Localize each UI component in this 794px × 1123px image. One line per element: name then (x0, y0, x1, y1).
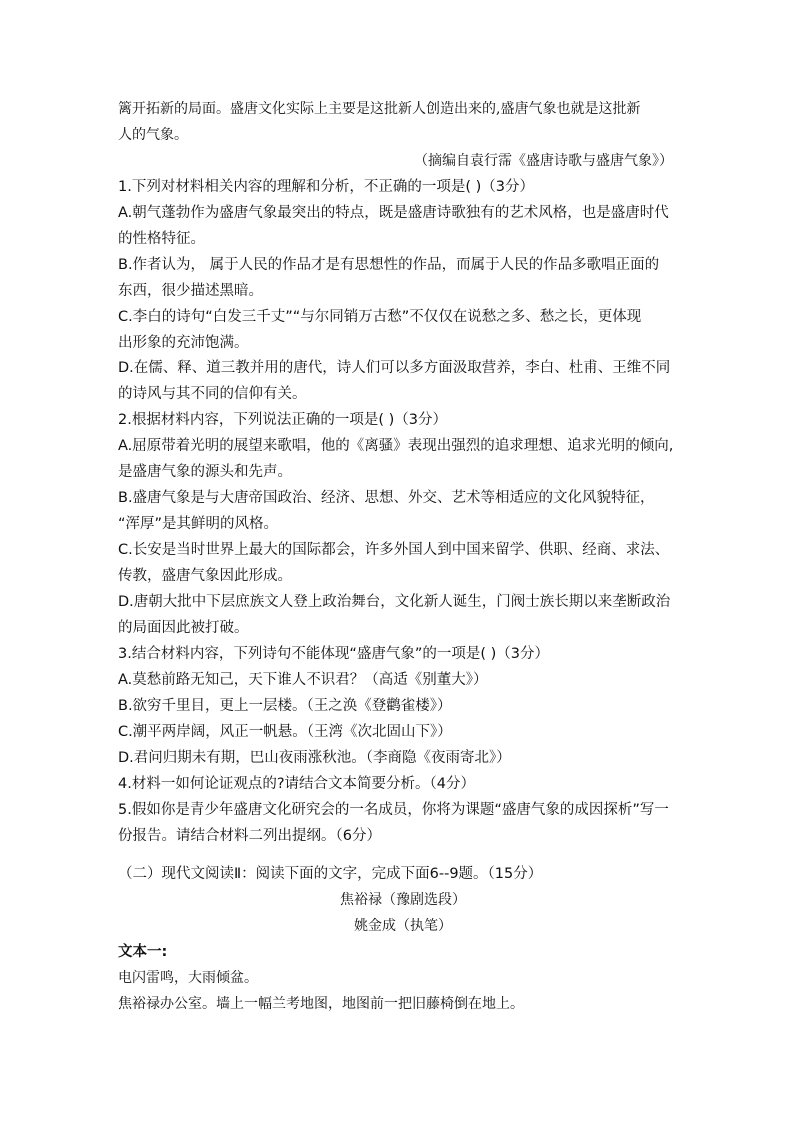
q2-option-a-cont: 是盛唐气象的源头和先声。 (118, 464, 292, 480)
question-4: 4.材料一如何论证观点的?请结合文本简要分析。（4分） (118, 776, 476, 792)
q3-option-d: D.君问归期未有期，巴山夜雨涨秋池。（李商隐《夜雨寄北》） (118, 750, 511, 766)
excerpt-author: 姚金成（执笔） (354, 918, 452, 934)
q3-option-c: C.潮平两岸阔，风正一帆悬。（王湾《次北固山下》） (118, 724, 452, 740)
question-5-cont: 份报告。请结合材料二列出提纲。（6分） (118, 828, 381, 844)
q2-option-d-cont: 的局面因此被打破。 (118, 620, 249, 636)
q2-option-d: D.唐朝大批中下层庶族文人登上政治舞台，文化新人诞生，门阀士族长期以来垄断政治 (118, 594, 671, 610)
q2-option-b-cont: “浑厚”是其鲜明的风格。 (118, 516, 279, 532)
question-3-stem: 3.结合材料内容，下列诗句不能体现“盛唐气象”的一项是( )（3分） (118, 646, 550, 662)
q1-option-a: A.朝气蓬勃作为盛唐气象最突出的特点，既是盛唐诗歌独有的艺术风格，也是盛唐时代 (118, 205, 669, 221)
passage-line: 人的气象。 (118, 127, 188, 143)
q1-option-c-cont: 出形象的充沛饱满。 (118, 335, 249, 351)
q2-option-b: B.盛唐气象是与大唐帝国政治、经济、思想、外交、艺术等相适应的文化风貌特征， (118, 490, 655, 506)
passage-line: 篱开拓新的局面。盛唐文化实际上主要是这批新人创造出来的,盛唐气象也就是这批新 (118, 101, 641, 117)
excerpt-title: 焦裕禄（豫剧选段） (340, 892, 466, 908)
q1-option-a-cont: 的性格特征。 (118, 231, 205, 247)
q3-option-b: B.欲穷千里目，更上一层楼。（王之涣《登鹳雀楼》） (118, 698, 452, 714)
q1-option-d-cont: 的诗风与其不同的信仰有关。 (118, 386, 307, 402)
question-5: 5.假如你是青少年盛唐文化研究会的一名成员，你将为课题“盛唐气象的成因探析”写一 (118, 802, 669, 818)
question-1-stem: 1.下列对材料相关内容的理解和分析，不正确的一项是( )（3分） (118, 179, 534, 195)
q1-option-d: D.在儒、释、道三教并用的唐代，诗人们可以多方面汲取营养，李白、杜甫、王维不同 (118, 360, 671, 376)
q1-option-b-cont: 东西，很少描述黑暗。 (118, 283, 263, 299)
q3-option-a: A.莫愁前路无知己，天下谁人不识君？（高适《别董大》） (118, 672, 488, 688)
q2-option-c-cont: 传教，盛唐气象因此形成。 (118, 568, 292, 584)
question-2-stem: 2.根据材料内容，下列说法正确的一项是( )（3分） (118, 412, 447, 428)
passage-source: （摘编自袁行霈《盛唐诗歌与盛唐气象》） (414, 153, 673, 169)
text-one-line: 电闪雷鸣，大雨倾盆。 (118, 970, 258, 986)
q2-option-c: C.长安是当时世界上最大的国际都会，许多外国人到中国来留学、供职、经商、求法、 (118, 542, 670, 558)
q1-option-b: B.作者认为， 属于人民的作品才是有思想性的作品，而属于人民的作品多歌唱正面的 (118, 257, 660, 273)
q1-option-c: C.李白的诗句“白发三千丈”“与尔同销万古愁”不仅仅在说愁之多、愁之长，更体现 (118, 309, 642, 325)
section-heading: （二）现代文阅读Ⅱ：阅读下面的文字，完成下面6--9题。（15分） (118, 866, 543, 882)
q2-option-a: A.屈原带着光明的展望来歌唱，他的《离骚》表现出强烈的追求理想、追求光明的倾向, (118, 438, 674, 454)
text-one-label: 文本一: (118, 944, 168, 960)
text-one-line: 焦裕禄办公室。墙上一幅兰考地图，地图前一把旧藤椅倒在地上。 (118, 996, 524, 1012)
